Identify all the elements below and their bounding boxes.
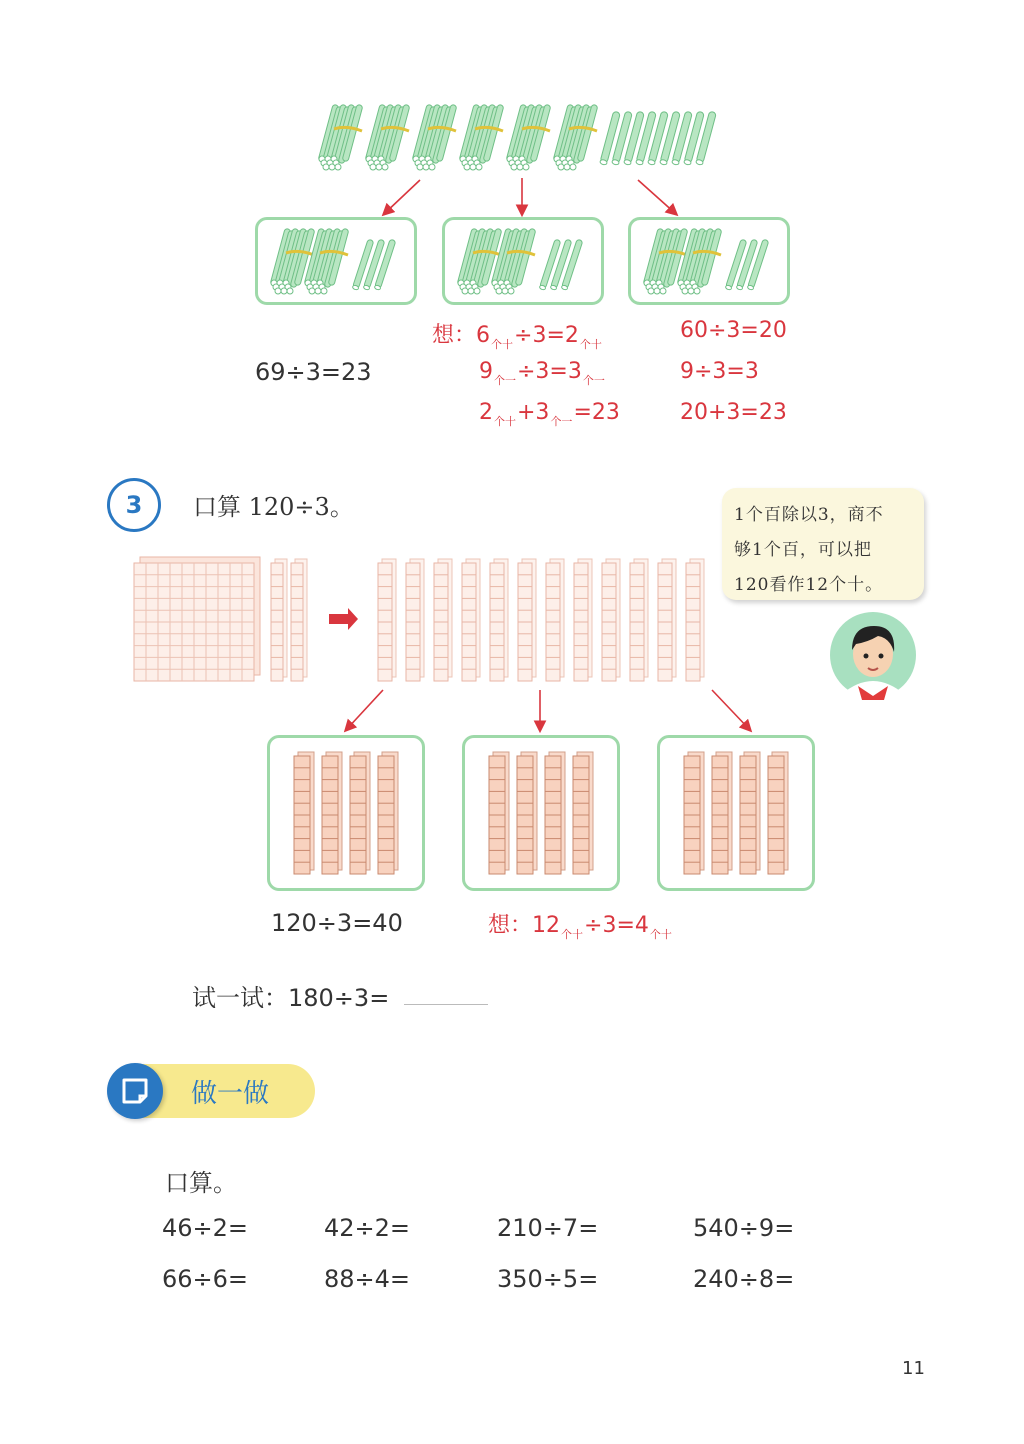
think-line-2: $9_{个一}\div 3=3_{个一}$ <box>479 359 605 387</box>
step-1: 60÷3=20 <box>680 318 787 343</box>
ten-rod <box>489 752 509 874</box>
page-number: 11 <box>902 1358 925 1379</box>
ten-rod <box>740 752 760 874</box>
practice-heading: 口算。 <box>165 1169 237 1197</box>
try-equation: 180÷3= <box>288 984 390 1012</box>
example-number: 3 <box>125 491 143 519</box>
think-120: 想：$12_{个十}\div 3=4_{个十}$ <box>488 913 672 941</box>
ten-rod <box>378 752 398 874</box>
exercise-1: 46÷2= <box>162 1214 249 1242</box>
ten-rod <box>545 752 565 874</box>
think-line-3: $2_{个十}+3_{个一}=23$ <box>479 400 620 428</box>
equation-69-div-3: 69÷3=23 <box>255 358 372 386</box>
bubble-line-1: 1个百除以3，商不 <box>734 505 884 525</box>
think-line-1: 想：$6_{个十}\div 3=2_{个十}$ <box>432 323 602 351</box>
try-it <box>192 978 389 1013</box>
practice-badge <box>107 1063 315 1119</box>
ten-rod <box>712 752 732 874</box>
practice-icon <box>107 1063 163 1119</box>
think-label: 想： <box>432 323 477 348</box>
exercise-3: 210÷7= <box>497 1214 599 1242</box>
exercise-5: 66÷6= <box>162 1265 249 1293</box>
equation-120-div-3: 120÷3=40 <box>271 909 403 937</box>
badge-label: 做一做 <box>191 1079 270 1109</box>
exercise-6: 88÷4= <box>324 1265 411 1293</box>
ten-rod <box>768 752 788 874</box>
ten-rod <box>322 752 342 874</box>
ten-rod <box>517 752 537 874</box>
ten-rod <box>573 752 593 874</box>
bubble-line-3: 120看作12个十。 <box>734 575 884 595</box>
exercise-2: 42÷2= <box>324 1214 411 1242</box>
try-answer-blank[interactable] <box>404 1004 488 1005</box>
ten-rod <box>684 752 704 874</box>
exercise-8: 240÷8= <box>693 1265 795 1293</box>
step-3: 20+3=23 <box>680 400 787 425</box>
bubble-line-2: 够1个百，可以把 <box>734 540 872 560</box>
ten-rod <box>350 752 370 874</box>
try-label: 试一试： <box>192 984 288 1012</box>
example-title: 口算 120÷3。 <box>193 493 354 521</box>
exercise-7: 350÷5= <box>497 1265 599 1293</box>
step-2: 9÷3=3 <box>680 359 759 384</box>
ten-rod <box>294 752 314 874</box>
exercise-4: 540÷9= <box>693 1214 795 1242</box>
